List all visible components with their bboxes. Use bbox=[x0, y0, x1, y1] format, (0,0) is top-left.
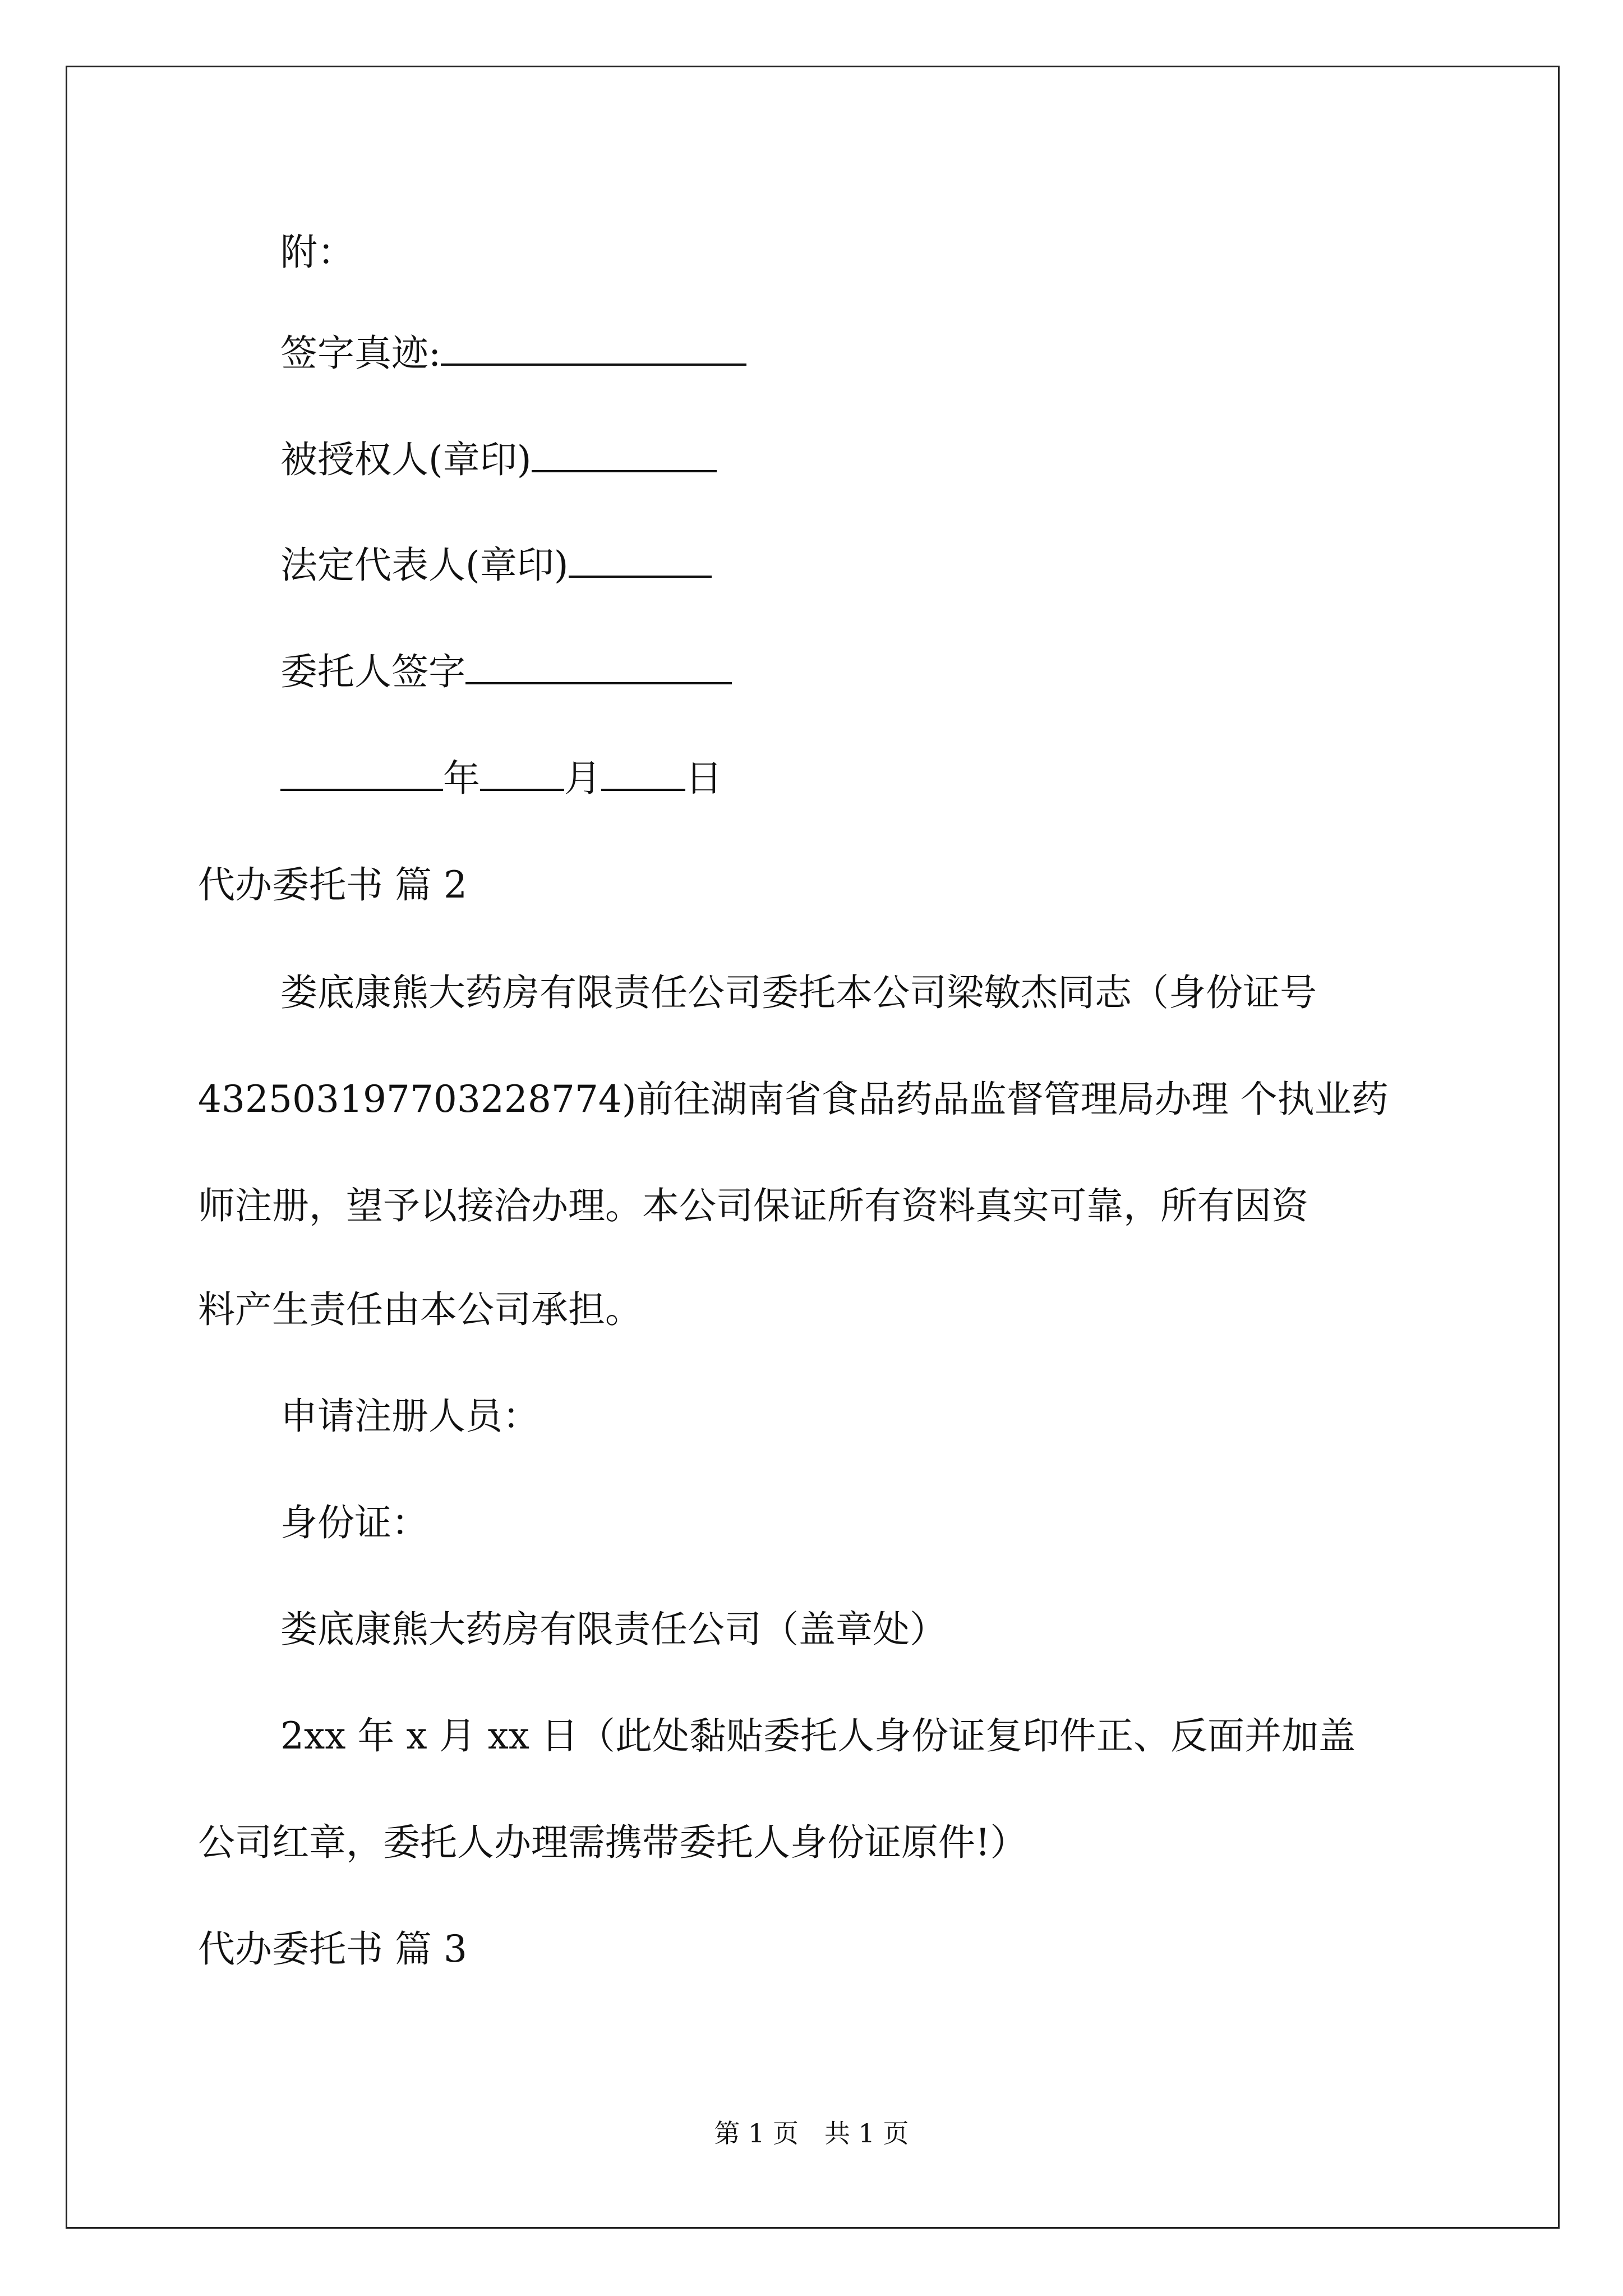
authorized-person-label: 被授权人(章印) bbox=[280, 438, 532, 481]
page-footer: 第 1 页 共 1 页 bbox=[714, 2118, 909, 2148]
date-line bbox=[280, 756, 722, 801]
year-label: 年 bbox=[443, 757, 480, 800]
paragraph-line: 432503197703228774)前往湖南省食品药品监督管理局办理 个执业药 bbox=[198, 1078, 1389, 1121]
month-label: 月 bbox=[564, 757, 601, 800]
legal-representative-blank[interactable] bbox=[569, 543, 712, 578]
signature-line bbox=[280, 331, 746, 376]
id-card-label: 身份证： bbox=[280, 1501, 428, 1544]
section-heading-2: 代办委托书 篇 2 bbox=[198, 863, 467, 907]
company-seal-line: 娄底康熊大药房有限责任公司（盖章处） bbox=[280, 1608, 947, 1651]
month-blank[interactable] bbox=[480, 756, 564, 791]
signature-label: 签字真迹: bbox=[280, 332, 441, 375]
paragraph-line: 娄底康熊大药房有限责任公司委托本公司梁敏杰同志（身份证号 bbox=[280, 971, 1317, 1014]
year-blank[interactable] bbox=[280, 756, 443, 791]
signature-blank[interactable] bbox=[441, 331, 746, 366]
authorized-person-blank[interactable] bbox=[532, 438, 717, 472]
day-blank[interactable] bbox=[601, 756, 685, 791]
principal-signature-line bbox=[280, 650, 732, 694]
date-note-line: 公司红章，委托人办理需携带委托人身份证原件!） bbox=[198, 1821, 1027, 1864]
authorized-person-line bbox=[280, 438, 717, 482]
principal-signature-blank[interactable] bbox=[465, 650, 732, 684]
date-note-line: 2xx 年 x 月 xx 日（此处黏贴委托人身份证复印件正、反面并加盖 bbox=[280, 1714, 1355, 1757]
section-heading-3: 代办委托书 篇 3 bbox=[198, 1927, 467, 1971]
principal-signature-label: 委托人签字 bbox=[280, 650, 465, 693]
attachment-text: 附： bbox=[280, 231, 354, 274]
legal-representative-label: 法定代表人(章印) bbox=[280, 544, 569, 587]
paragraph-line: 师注册，望予以接洽办理。本公司保证所有资料真实可靠，所有因资 bbox=[198, 1184, 1308, 1227]
day-label: 日 bbox=[685, 757, 722, 800]
applicant-label: 申请注册人员： bbox=[280, 1395, 540, 1438]
paragraph-line: 料产生责任由本公司承担。 bbox=[198, 1288, 642, 1331]
page-frame bbox=[66, 66, 1560, 2229]
attachment-label bbox=[280, 230, 354, 275]
legal-representative-line bbox=[280, 543, 712, 588]
